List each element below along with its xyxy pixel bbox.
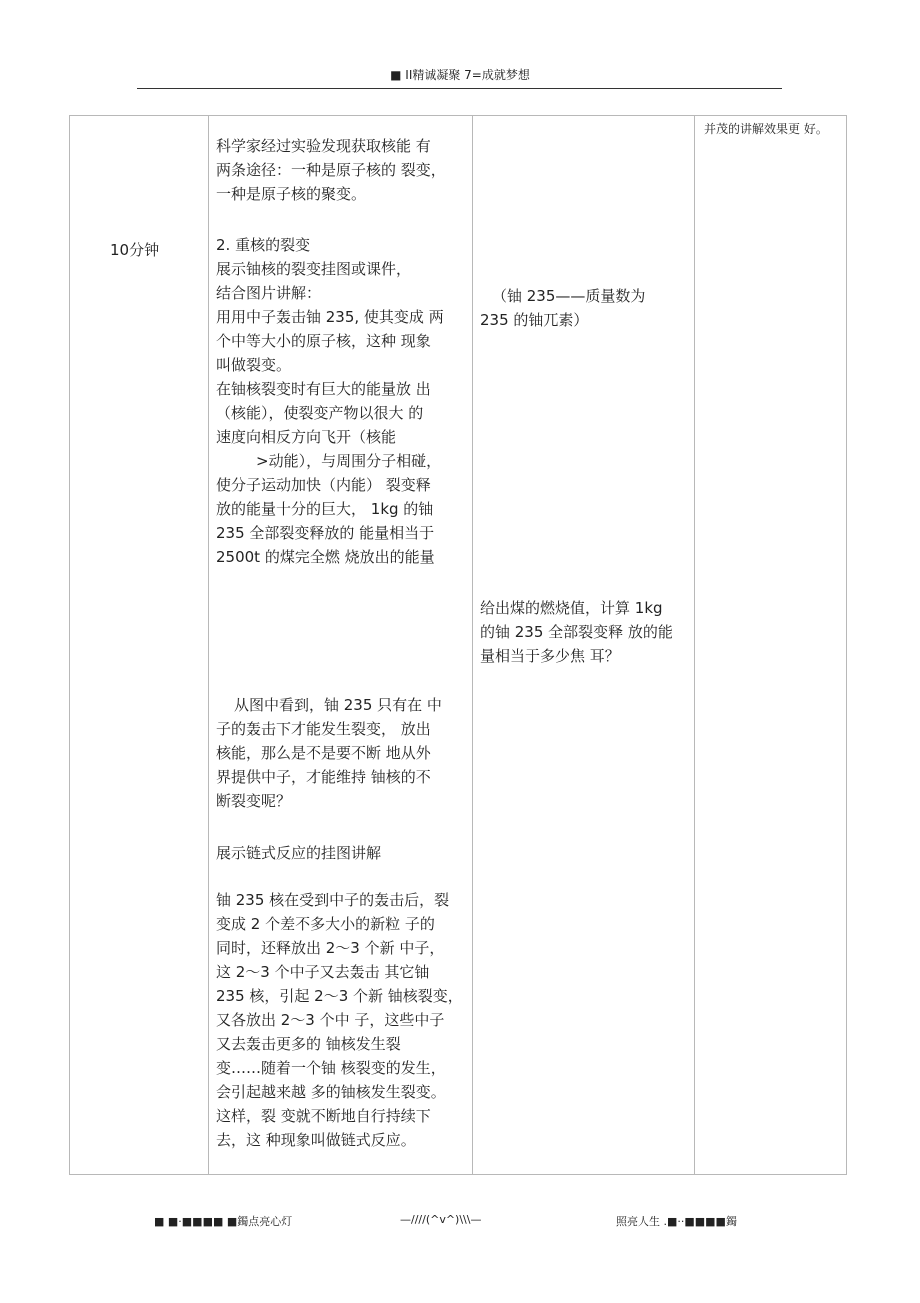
text-line: 使分子运动加快（内能） 裂变释 xyxy=(216,476,431,494)
column-divider-1 xyxy=(208,115,209,1175)
text-line: 结合图片讲解： xyxy=(216,284,322,302)
text-line: 变……随着一个铀 核裂变的发生， xyxy=(216,1059,446,1077)
table-left-border xyxy=(69,115,70,1175)
text-line: 又去轰击更多的 铀核发生裂 xyxy=(216,1035,401,1053)
column-divider-3 xyxy=(694,115,695,1175)
text-line: 从图中看到，铀 235 只有在 中 xyxy=(234,696,442,714)
remarks-cell: 并茂的讲解效果更 好。 xyxy=(704,122,828,136)
calculation-task xyxy=(480,596,694,668)
text-line: 叫做裂变。 xyxy=(216,356,292,374)
text-line: 用用中子轰击铀 235, 使其变成 两 xyxy=(216,308,444,326)
table-bottom-border xyxy=(69,1174,846,1175)
table-right-border xyxy=(846,115,847,1175)
text-line: 一种是原子核的聚变。 xyxy=(216,185,367,203)
text-line: 235 的铀兀素） xyxy=(480,311,589,329)
text-line: 同时，还释放出 2～3 个新 中子， xyxy=(216,939,445,957)
text-line: 铀 235 核在受到中子的轰击后，裂 xyxy=(216,891,450,909)
text-line: （核能），使裂变产物以很大 的 xyxy=(216,404,424,422)
column-divider-2 xyxy=(472,115,473,1175)
text-line: 两条途径：一种是原子核的 裂变， xyxy=(216,161,446,179)
text-line: 给出煤的燃烧值，计算 1kg xyxy=(480,599,663,617)
section-heading: 2. 重核的裂变 xyxy=(216,236,311,254)
text-line: 2500t 的煤完全燃 烧放出的能量 xyxy=(216,548,435,566)
text-line: 个中等大小的原子核，这种 现象 xyxy=(216,332,431,350)
text-line: >动能），与周围分子相碰， xyxy=(256,452,442,470)
footer-center: —////(^v^)\\\— xyxy=(400,1213,482,1226)
table-top-border xyxy=(69,115,846,116)
fission-section xyxy=(216,233,472,569)
text-line: 会引起越来越 多的铀核发生裂变。 xyxy=(216,1083,446,1101)
text-line: 235 核，引起 2～3 个新 铀核裂变， xyxy=(216,987,463,1005)
time-cell: 10分钟 xyxy=(110,241,160,259)
text-line: （铀 235——质量数为 xyxy=(492,287,646,305)
header-rule xyxy=(137,88,782,89)
text-line: 又各放出 2～3 个中 子，这些中子 xyxy=(216,1011,445,1029)
uranium-note xyxy=(480,284,694,332)
chain-reaction-show: 展示链式反应的挂图讲解 xyxy=(216,844,382,862)
text-line: 量相当于多少焦 耳？ xyxy=(480,647,620,665)
question-paragraph xyxy=(216,693,472,813)
text-line: 界提供中子，才能维持 铀核的不 xyxy=(216,768,431,786)
page-header: ■ II精诚凝聚 7=成就梦想 xyxy=(390,68,530,82)
text-line: 速度向相反方向飞开（核能 xyxy=(216,428,397,446)
text-line: 去，这 种现象叫做链式反应。 xyxy=(216,1131,416,1149)
text-line: 子的轰击下才能发生裂变， 放出 xyxy=(216,720,431,738)
footer-left: ■ ■·■■■■ ■鐲点亮心灯 xyxy=(154,1215,293,1228)
text-line: 科学家经过实验发现获取核能 有 xyxy=(216,137,431,155)
text-line: 放的能量十分的巨大， 1kg 的铀 xyxy=(216,500,434,518)
text-line: 的铀 235 全部裂变释 放的能 xyxy=(480,623,673,641)
text-line: 这样，裂 变就不断地自行持续下 xyxy=(216,1107,431,1125)
text-line: 断裂变呢？ xyxy=(216,792,292,810)
text-line: 变成 2 个差不多大小的新粒 子的 xyxy=(216,915,435,933)
text-line: 在铀核裂变时有巨大的能量放 出 xyxy=(216,380,431,398)
text-line: 这 2～3 个中子又去轰击 其它铀 xyxy=(216,963,430,981)
text-line: 核能，那么是不是要不断 地从外 xyxy=(216,744,431,762)
footer-right: 照亮人生 .■··■■■■鐲 xyxy=(616,1215,737,1228)
chain-reaction-paragraph xyxy=(216,888,472,1152)
intro-paragraph xyxy=(216,134,472,206)
text-line: 235 全部裂变释放的 能量相当于 xyxy=(216,524,435,542)
text-line: 展示铀核的裂变挂图或课件， xyxy=(216,260,412,278)
